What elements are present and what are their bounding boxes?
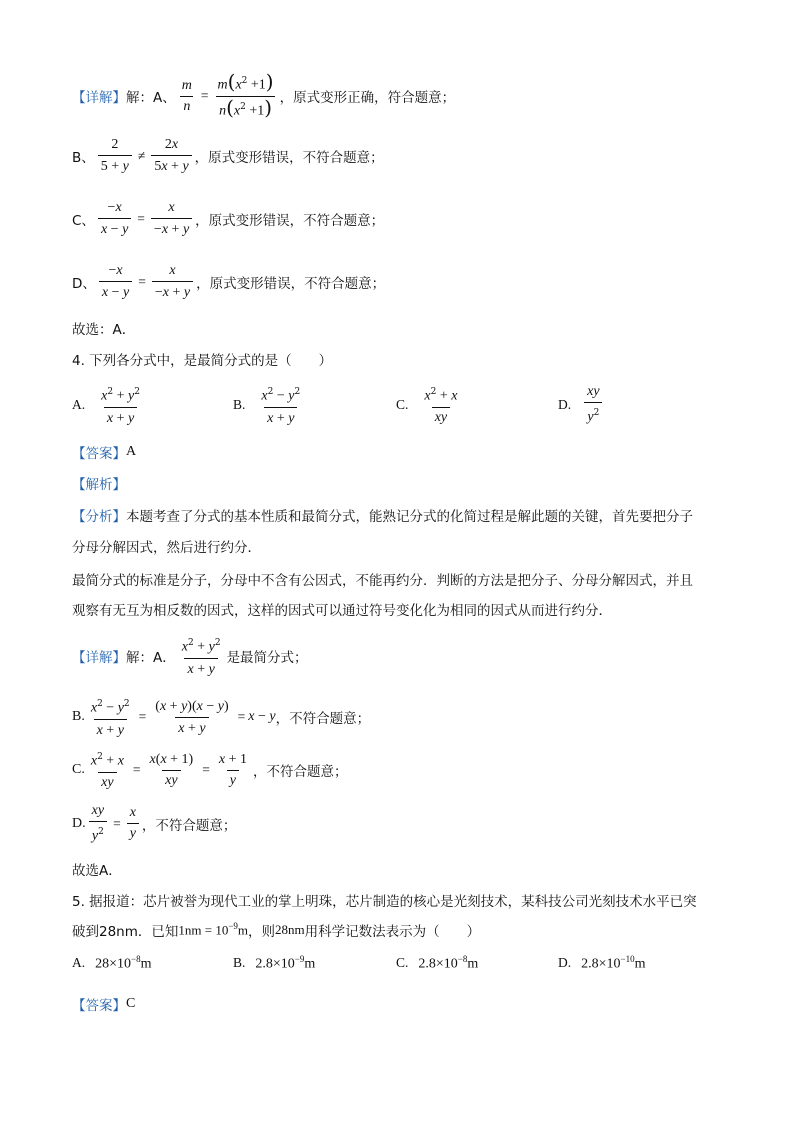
q4-stem: 4. 下列各分式中，是最简分式的是（ ） [72, 353, 333, 369]
option-d-prefix: D、 [72, 275, 96, 292]
q3-detail-a: 【详解】 解：A、 $\frac{m}{n}$ = $\frac{m(x^2 +1)}{n(x^2 +1)}$ ，原式变形正确，符合题意； [72, 69, 456, 119]
fraction-m-x2p1-over-n-x2p1: $\frac{m(x^2 +1)}{n(x^2 +1)}$ [217, 69, 274, 119]
q4-option-c: C. $\frac{x^2 + x}{xy}$ [396, 387, 458, 425]
q4-detail-a: 【详解】 解：A． $\frac{x^2 + y^2}{x + y}$ 是最简分式； [72, 638, 308, 677]
q4-analysis-line-2: 分母分解因式，然后进行约分． [72, 540, 261, 556]
fraction-2-over-5py: $\frac{2}{5 + y}$ [98, 136, 132, 176]
q3-detail-c: C、 $\frac{-x}{x - y}$ = $\frac{x}{-x + y}$ ，原式变形错误，不符合题意； [72, 199, 385, 237]
fraction-x-over-negxpy: $\frac{x}{-x + y}$ [151, 199, 192, 239]
detail-a-comment: ，原式变形正确，符合题意； [279, 90, 456, 106]
q5-option-d: D. $2.8\times 10^{-10}m$ [558, 954, 646, 972]
fraction-2x-over-5xpy: $\frac{2x}{5x + y}$ [151, 135, 191, 176]
option-b-comment: ，原式变形错误，不符合题意； [194, 149, 384, 166]
q5-option-b: B. $2.8\times 10^{-9}m$ [233, 954, 316, 972]
option-c-prefix: C、 [72, 212, 95, 229]
fraction-negx-over-xmy: $\frac{-x}{x - y}$ [99, 261, 132, 302]
fraction-m-over-n: $\frac{m}{n}$ [181, 77, 192, 114]
q3-choose: 故选：A． [72, 322, 136, 338]
q4-choose: 故选A． [72, 863, 122, 879]
q5-stem-line-2: 破到28nm．已知 $1nm = 10^{-9}m$ ，则 28nm 用科学记数法表示为（ ） [72, 921, 481, 940]
option-c-comment: ，原式变形错误，不符合题意； [195, 212, 385, 229]
q4-option-a: A. $\frac{x^2 + y^2}{x + y}$ [72, 387, 140, 426]
q4-detail-c: C. $\frac{x^2 + x}{xy}$ = $\frac{x(x + 1)}{xy}$ = $\frac{x + 1}{y}$ ，不符合题意； [72, 751, 348, 790]
q5-stem-line-1: 5. 据报道：芯片被誉为现代工业的掌上明珠，芯片制造的核心是光刻技术，某科技公司光刻技术水平已突 [72, 894, 697, 910]
q4-answer: 【答案】 A [72, 444, 137, 462]
q5-answer: 【答案】 C [72, 996, 136, 1014]
q4-analysis-label: 【解析】 [72, 477, 126, 493]
q5-option-a: A. $28\times 10^{-8}m$ [72, 954, 152, 972]
q4-analysis-line-3: 最简分式的标准是分子，分母中不含有公因式，不能再约分．判断的方法是把分子、分母分解因式，并且 [72, 573, 693, 589]
q4-option-d: D. $\frac{xy}{y^2}$ [558, 383, 606, 427]
q5-option-c: C. $2.8\times 10^{-8}m$ [396, 954, 479, 972]
option-d-comment: ，原式变形错误，不符合题意； [196, 275, 386, 292]
q4-detail-b: B. $\frac{x^2 - y^2}{x + y}$ = $\frac{(x + y)(x - y)}{x + y}$ = x − y ，不符合题意； [72, 698, 371, 738]
fraction-x-over-negxpy: $\frac{x}{-x + y}$ [152, 262, 193, 302]
q4-detail-d: D. $\frac{xy}{y^2}$ = $\frac{x}{y}$ ，不符合题意； [72, 803, 237, 844]
q3-detail-b: B、 $\frac{2}{5 + y}$ ≠ $\frac{2x}{5x + y}$ ，原式变形错误，不符合题意； [72, 136, 384, 174]
detail-label: 【详解】 [72, 90, 126, 106]
detail-intro: 解：A、 [126, 90, 176, 106]
option-b-prefix: B、 [72, 149, 95, 166]
q3-detail-d: D、 $\frac{-x}{x - y}$ = $\frac{x}{-x + y}$ ，原式变形错误，不符合题意； [72, 262, 386, 300]
fraction-negx-over-xmy: $\frac{-x}{x - y}$ [98, 198, 131, 239]
q4-option-b: B. $\frac{x^2 - y^2}{x + y}$ [233, 387, 301, 426]
q4-analysis-line-4: 观察有无互为相反数的因式，这样的因式可以通过符号变化化为相同的因式从而进行约分． [72, 603, 612, 619]
q4-analysis-line-1: 【分析】 本题考查了分式的基本性质和最简分式，能熟记分式的化简过程是解此题的关键，首先要把分子 [72, 509, 693, 525]
